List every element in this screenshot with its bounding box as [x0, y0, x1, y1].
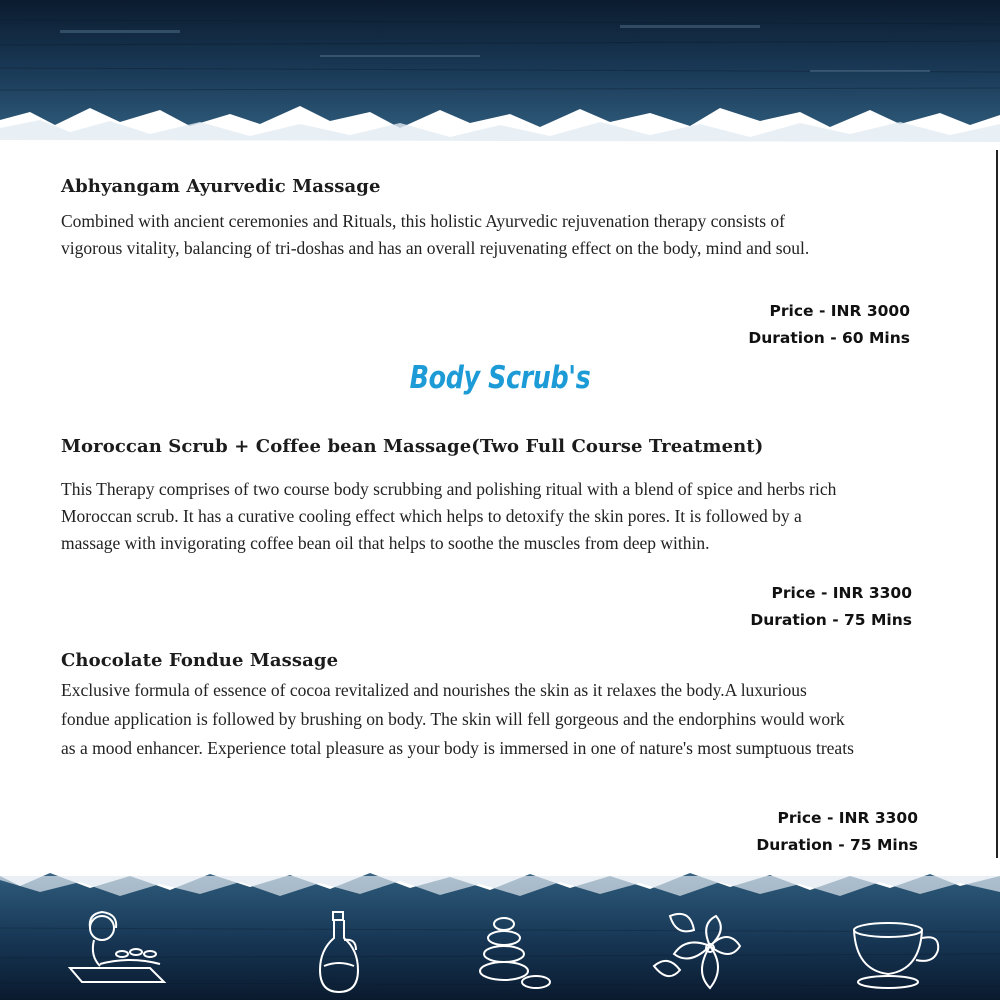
teacup-icon: [848, 920, 944, 994]
description-line: fondue application is followed by brushing on body. The skin will fell gorgeous and the endorphins would work: [61, 709, 845, 729]
duration-label: Duration - 75 Mins: [750, 611, 912, 629]
top-decorative-band: [0, 0, 1000, 160]
price-label: Price - INR 3300: [771, 584, 912, 602]
price-label: Price - INR 3300: [777, 809, 918, 827]
duration-label: Duration - 75 Mins: [756, 836, 918, 854]
treatment-title: Moroccan Scrub + Coffee bean Massage(Two Full Course Treatment): [61, 436, 764, 457]
treatment-pricing: [612, 580, 912, 634]
description-line: as a mood enhancer. Experience total pleasure as your body is immersed in one of nature's most sumptuous treats: [61, 738, 854, 758]
description-line: Combined with ancient ceremonies and Rituals, this holistic Ayurvedic rejuvenation therapy consists of: [61, 211, 786, 231]
footer-icons: [0, 858, 1000, 1000]
description-line: This Therapy comprises of two course body scrubbing and polishing ritual with a blend of spice and herbs rich: [61, 479, 837, 499]
treatment-title: Chocolate Fondue Massage: [61, 650, 339, 671]
treatment-description: [61, 208, 931, 262]
duration-label: Duration - 60 Mins: [748, 329, 910, 347]
description-line: Exclusive formula of essence of cocoa revitalized and nourishes the skin as it relaxes the body.A luxurious: [61, 680, 807, 700]
treatment-description: [61, 476, 931, 557]
description-line: Moroccan scrub. It has a curative cooling effect which helps to detoxify the skin pores. It is followed by a: [61, 506, 802, 526]
right-edge-rule: [996, 150, 998, 870]
treatment-title: Abhyangam Ayurvedic Massage: [61, 176, 381, 197]
hibiscus-flower-icon: [650, 906, 746, 996]
treatment-description: [61, 676, 931, 763]
description-line: vigorous vitality, balancing of tri-doshas and has an overall rejuvenating effect on the body, mind and soul.: [61, 238, 810, 258]
price-label: Price - INR 3000: [769, 302, 910, 320]
oil-bottle-icon: [314, 910, 364, 996]
section-heading: Body Scrub's: [409, 360, 591, 396]
treatment-pricing: [618, 805, 918, 859]
stacked-stones-icon: [468, 914, 558, 994]
description-line: massage with invigorating coffee bean oil that helps to soothe the muscles from deep within.: [61, 533, 710, 553]
treatment-pricing: [610, 298, 910, 352]
massage-icon: [60, 906, 180, 996]
